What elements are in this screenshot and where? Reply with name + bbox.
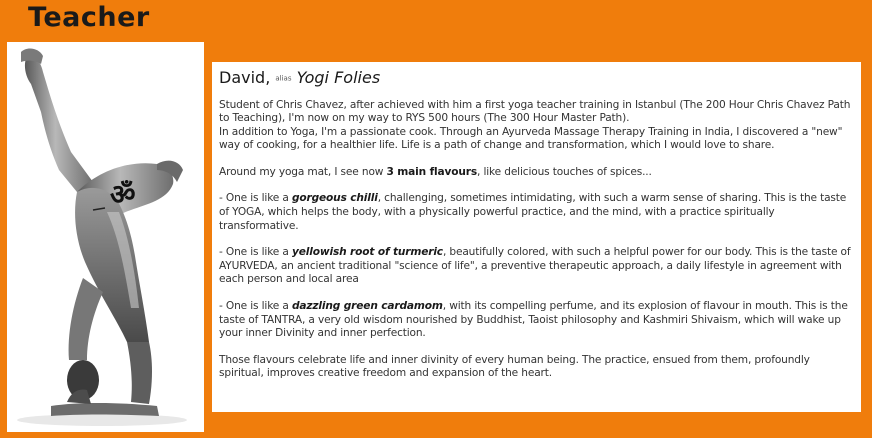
bio-text xyxy=(219,99,856,382)
flavour-yoga-spice: gorgeous chilli xyxy=(291,192,378,205)
bio-intro-2: In addition to Yoga, I'm a passionate cook. Through an Ayurveda Massage Therapy Training in India, I discovered a "new" way of cooking, for a healthier life. Life is a path of change and transformation, which I would love to share. xyxy=(219,125,843,152)
flavours-highlight: 3 main flavours xyxy=(386,165,478,178)
flavours-intro-end: , like delicious touches of spices... xyxy=(477,165,652,178)
teacher-photo xyxy=(7,42,204,432)
svg-text:ॐ: ॐ xyxy=(110,178,136,211)
flavour-ayurveda-text: , beautifully colored, with such a helpful power for our body. This is the taste of AYURVEDA, an ancient traditional "science of life", a preventive therapeutic approach, a daily lifestyle in agreement with each person and local area xyxy=(219,246,851,286)
flavour-tantra-spice: dazzling green cardamom xyxy=(291,300,443,313)
flavour-ayurveda-lead: - One is like a xyxy=(219,246,292,259)
flavour-ayurveda-spice: yellowish root of turmeric xyxy=(291,246,443,259)
teacher-bio-panel xyxy=(212,62,861,412)
bio-intro-1: Student of Chris Chavez, after achieved with him a first yoga teacher training in Istanbul (The 200 Hour Chris Chavez Path to Teaching), I'm now on my way to RYS 500 hours (The 300 Hour Master Path). xyxy=(219,98,851,125)
flavour-tantra-text: , with its compelling perfume, and its explosion of flavour in mouth. This is the taste of TANTRA, a very old wisdom nourished by Buddhist, Taoist philosophy and Kashmiri Shivaism, which will wake up your inner Divinity and inner perfection. xyxy=(219,300,848,340)
teacher-alias: Yogi Folies xyxy=(296,68,381,87)
flavour-tantra-lead: - One is like a xyxy=(219,300,292,313)
flavour-yoga-text: , challenging, sometimes intimidating, with such a warm sense of sharing. This is the taste of YOGA, which helps the body, with a physically powerful practice, and the mind, with a practice spiritually transformative. xyxy=(219,192,847,232)
teacher-name: David, xyxy=(219,68,271,87)
yoga-pose-illustration xyxy=(7,42,204,432)
page-title: Teacher xyxy=(28,2,150,33)
om-symbol-icon xyxy=(110,178,136,211)
bio-closing: Those flavours celebrate life and inner divinity of every human being. The practice, ensued from them, profoundly spiritual, improves creative freedom and expansion of the heart. xyxy=(219,353,810,380)
teacher-name-line xyxy=(219,68,856,89)
flavour-yoga-lead: - One is like a xyxy=(219,192,292,205)
flavours-intro: Around my yoga mat, I see now xyxy=(219,165,387,178)
alias-label: alias xyxy=(275,74,292,83)
